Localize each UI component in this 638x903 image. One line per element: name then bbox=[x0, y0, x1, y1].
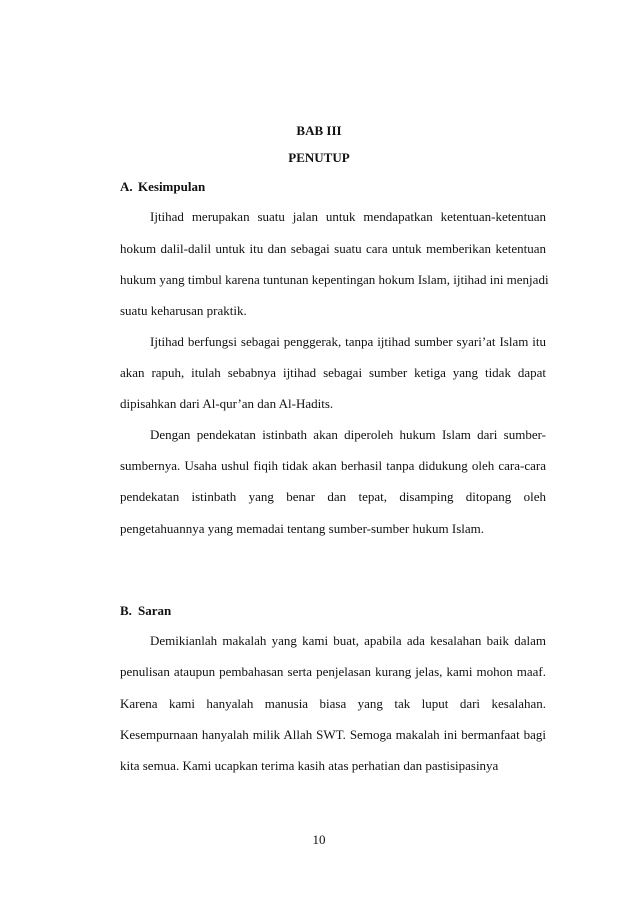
section-a-title: Kesimpulan bbox=[138, 179, 206, 194]
paragraph-line: sumbernya. Usaha ushul fiqih tidak akan berhasil tanpa didukung oleh cara-cara bbox=[120, 458, 546, 473]
page-number: 10 bbox=[312, 832, 326, 847]
section-b-heading bbox=[120, 603, 171, 619]
paragraph-line: suatu keharusan praktik. bbox=[120, 303, 247, 318]
paragraph-line: dipisahkan dari Al-qur’an dan Al-Hadits. bbox=[120, 396, 334, 411]
paragraph-line: hokum dalil-dalil untuk itu dan sebagai suatu cara untuk memberikan ketentuan bbox=[120, 241, 546, 256]
chapter-title: PENUTUP bbox=[288, 150, 350, 165]
paragraph-line: pengetahuannya yang memadai tentang sumber-sumber hukum Islam. bbox=[120, 521, 484, 536]
paragraph-line: pendekatan istinbath yang benar dan tepat, disamping ditopang oleh bbox=[120, 489, 546, 504]
paragraph-line: Demikianlah makalah yang kami buat, apabila ada kesalahan baik dalam bbox=[150, 633, 546, 648]
paragraph-line: hukum yang timbul karena tuntunan kepentingan hokum Islam, ijtihad ini menjadi bbox=[120, 272, 549, 287]
paragraph-line: Dengan pendekatan istinbath akan diperoleh hukum Islam dari sumber- bbox=[150, 427, 546, 442]
section-a-number: A. bbox=[120, 179, 133, 194]
paragraph-line: Karena kami hanyalah manusia biasa yang tak luput dari kesalahan. bbox=[120, 696, 546, 711]
section-b-number: B. bbox=[120, 603, 132, 618]
paragraph-line: kita semua. Kami ucapkan terima kasih atas perhatian dan pastisipasinya bbox=[120, 758, 499, 773]
chapter-label: BAB III bbox=[296, 123, 342, 138]
paragraph-line: Ijtihad berfungsi sebagai penggerak, tanpa ijtihad sumber syari’at Islam itu bbox=[150, 334, 546, 349]
section-a-heading bbox=[120, 179, 205, 195]
paragraph-line: Ijtihad merupakan suatu jalan untuk mendapatkan ketentuan-ketentuan bbox=[150, 209, 546, 224]
section-b-title: Saran bbox=[138, 603, 172, 618]
paragraph-line: penulisan ataupun pembahasan serta penjelasan kurang jelas, kami mohon maaf. bbox=[120, 664, 546, 679]
paragraph-line: akan rapuh, itulah sebabnya ijtihad sebagai sumber ketiga yang tidak dapat bbox=[120, 365, 546, 380]
paragraph-line: Kesempurnaan hanyalah milik Allah SWT. Semoga makalah ini bermanfaat bagi bbox=[120, 727, 546, 742]
